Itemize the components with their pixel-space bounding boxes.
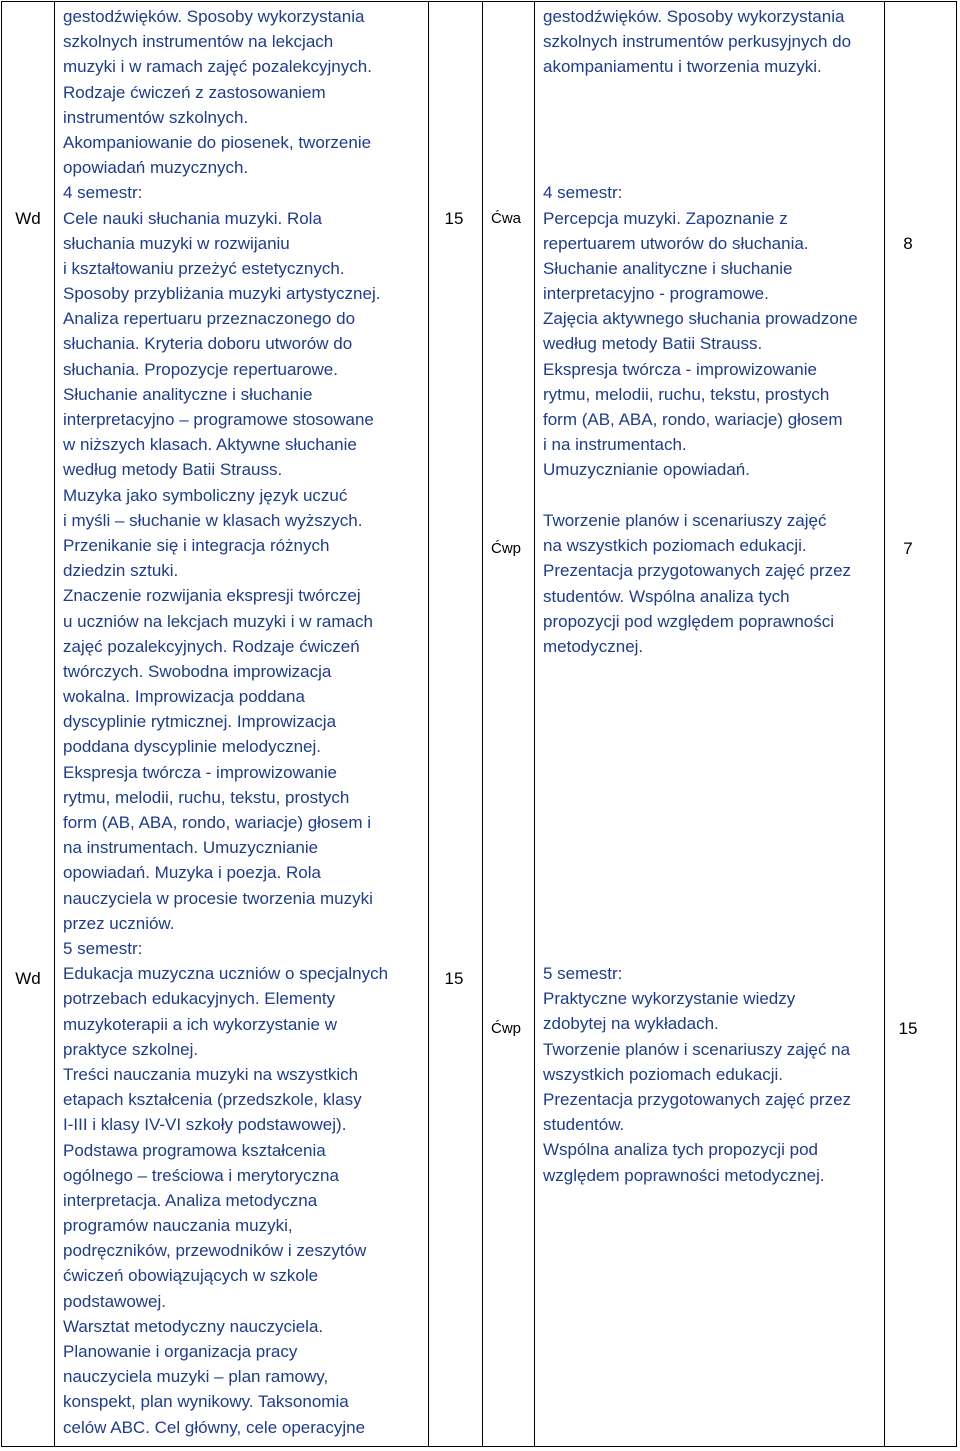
text-line: gestodźwięków. Sposoby wykorzystania bbox=[543, 7, 845, 26]
text-line: szkolnych instrumentów perkusyjnych do bbox=[543, 32, 852, 52]
form-type-cell: Wd bbox=[15, 209, 41, 228]
text-line: wszystkich poziomach edukacji. bbox=[543, 1064, 783, 1084]
text-line: słuchania. Propozycje repertuarowe. bbox=[63, 359, 338, 379]
text-line: u uczniów na lekcjach muzyki i w ramach bbox=[63, 611, 373, 631]
text-line: dyscyplinie rytmicznej. Improwizacja bbox=[63, 712, 337, 732]
text-line: 5 semestr: bbox=[543, 964, 623, 983]
text-line: szkolnych instrumentów na lekcjach bbox=[63, 32, 334, 52]
text-line: dziedzin sztuki. bbox=[63, 561, 179, 581]
text-line: według metody Batii Strauss. bbox=[543, 334, 763, 354]
text-line: zajęć pozalekcyjnych. Rodzaje ćwiczeń bbox=[63, 636, 360, 656]
hours-cell: 15 bbox=[444, 969, 464, 988]
text-line: słuchania. Kryteria doboru utworów do bbox=[63, 334, 353, 354]
text-line: studentów. bbox=[543, 1115, 625, 1135]
text-line: Praktyczne wykorzystanie wiedzy bbox=[543, 989, 796, 1009]
text-line: etapach kształcenia (przedszkole, klasy bbox=[63, 1090, 362, 1110]
text-line: Muzyka jako symboliczny język uczuć bbox=[63, 485, 348, 505]
text-line: Sposoby przybliżania muzyki artystycznej. bbox=[63, 284, 381, 304]
text-line: I-III i klasy IV-VI szkoły podstawowej). bbox=[63, 1115, 347, 1135]
text-line: konspekt, plan wynikowy. Taksonomia bbox=[63, 1392, 349, 1412]
exercise-hours-cell: 15 bbox=[898, 1019, 918, 1038]
text-line: na instrumentach. Umuzycznianie bbox=[63, 838, 319, 858]
text-line: nauczyciela muzyki – plan ramowy, bbox=[63, 1367, 329, 1387]
text-line: na wszystkich poziomach edukacji. bbox=[543, 536, 807, 556]
text-line: Słuchanie analityczne i słuchanie bbox=[63, 384, 313, 404]
text-line: repertuarem utworów do słuchania. bbox=[543, 233, 809, 253]
text-line: celów ABC. Cel główny, cele operacyjne bbox=[63, 1417, 366, 1437]
text-line: poddana dyscyplinie melodycznej. bbox=[63, 737, 321, 757]
text-line: Percepcja muzyki. Zapoznanie z bbox=[543, 208, 788, 228]
text-line: interpretacyjno - programowe. bbox=[543, 284, 769, 304]
text-line: podstawowej. bbox=[63, 1291, 167, 1311]
text-line: akompaniamentu i tworzenia muzyki. bbox=[543, 57, 822, 77]
exercise-type-cell: Ćwp bbox=[490, 1020, 521, 1037]
text-line: opowiadań muzycznych. bbox=[63, 158, 249, 178]
text-line: muzykoterapii a ich wykorzystanie w bbox=[63, 1014, 337, 1034]
text-line: i myśli – słuchanie w klasach wyższych. bbox=[63, 510, 363, 530]
text-line: nauczyciela w procesie tworzenia muzyki bbox=[63, 888, 373, 908]
text-line: muzyki i w ramach zajęć pozalekcyjnych. bbox=[63, 57, 372, 77]
text-line: rytmu, melodii, ruchu, tekstu, prostych bbox=[543, 384, 830, 404]
text-line: względem poprawności metodycznej. bbox=[543, 1165, 825, 1185]
column-divider bbox=[54, 2, 55, 1446]
text-line: Planowanie i organizacja pracy bbox=[63, 1342, 298, 1361]
exercise-description bbox=[543, 961, 851, 1188]
text-line: gestodźwięków. Sposoby wykorzystania bbox=[63, 7, 365, 26]
text-line: Prezentacja przygotowanych zajęć przez bbox=[543, 561, 852, 581]
text-line: Zajęcia aktywnego słuchania prowadzone bbox=[543, 309, 858, 329]
text-line: Treści nauczania muzyki na wszystkich bbox=[63, 1064, 359, 1084]
text-line: 5 semestr: bbox=[63, 939, 143, 958]
text-line: programów nauczania muzyki, bbox=[63, 1216, 293, 1236]
hours-cell: 15 bbox=[444, 209, 464, 228]
text-line: Rodzaje ćwiczeń z zastosowaniem bbox=[63, 82, 326, 102]
text-line: Tworzenie planów i scenariuszy zajęć na bbox=[543, 1039, 851, 1059]
exercise-type-cell: Ćwp bbox=[490, 540, 521, 557]
text-line: studentów. Wspólna analiza tych bbox=[543, 586, 790, 606]
text-line: Warsztat metodyczny nauczyciela. bbox=[63, 1316, 324, 1336]
text-line bbox=[543, 155, 858, 180]
text-line: słuchania muzyki w rozwijaniu bbox=[63, 233, 290, 253]
text-line: potrzebach edukacyjnych. Elementy bbox=[63, 989, 336, 1009]
text-line: propozycji pod względem poprawności bbox=[543, 611, 835, 631]
exercise-description bbox=[543, 508, 851, 659]
text-line: metodycznej. bbox=[543, 636, 644, 656]
text-line: w niższych klasach. Aktywne słuchanie bbox=[63, 435, 357, 455]
text-line: ćwiczeń obowiązujących w szkole bbox=[63, 1266, 319, 1286]
text-line: według metody Batii Strauss. bbox=[63, 460, 283, 480]
text-line: Znaczenie rozwijania ekspresji twórczej bbox=[63, 586, 361, 606]
text-line: instrumentów szkolnych. bbox=[63, 107, 249, 127]
text-line bbox=[543, 80, 858, 105]
lecture-topics bbox=[63, 4, 380, 936]
text-line bbox=[543, 130, 858, 155]
text-line: Ekspresja twórcza - improwizowanie bbox=[543, 359, 817, 379]
exercise-type-cell: Ćwa bbox=[490, 210, 521, 227]
text-line: twórczych. Swobodna improwizacja bbox=[63, 661, 332, 681]
exercise-description bbox=[543, 4, 858, 483]
text-line: form (AB, ABA, rondo, wariacje) głosem i bbox=[63, 813, 372, 832]
text-line: form (AB, ABA, rondo, wariacje) głosem bbox=[543, 410, 843, 429]
text-line: 4 semestr: bbox=[63, 183, 143, 203]
text-line: przez uczniów. bbox=[63, 913, 175, 933]
text-line: zdobytej na wykładach. bbox=[543, 1014, 719, 1034]
text-line: ogólnego – treściowa i merytoryczna bbox=[63, 1165, 339, 1185]
text-line: rytmu, melodii, ruchu, tekstu, prostych bbox=[63, 787, 350, 807]
form-type-cell: Wd bbox=[15, 969, 41, 988]
text-line: Analiza repertuaru przeznaczonego do bbox=[63, 309, 356, 329]
text-line: interpretacyjno – programowe stosowane bbox=[63, 410, 374, 429]
text-line: Akompaniowanie do piosenek, tworzenie bbox=[63, 132, 372, 152]
text-line: Wspólna analiza tych propozycji pod bbox=[543, 1140, 818, 1160]
text-line: 4 semestr: bbox=[543, 183, 623, 203]
text-line: praktyce szkolnej. bbox=[63, 1039, 199, 1059]
text-line: Ekspresja twórcza - improwizowanie bbox=[63, 762, 337, 782]
text-line: Podstawa programowa kształcenia bbox=[63, 1140, 326, 1160]
text-line: Umuzycznianie opowiadań. bbox=[543, 460, 750, 480]
text-line bbox=[543, 105, 858, 130]
text-line: interpretacja. Analiza metodyczna bbox=[63, 1190, 318, 1210]
text-line: i na instrumentach. bbox=[543, 435, 687, 455]
text-line: Cele nauki słuchania muzyki. Rola bbox=[63, 208, 322, 228]
text-line: Słuchanie analityczne i słuchanie bbox=[543, 258, 793, 278]
text-line: podręczników, przewodników i zeszytów bbox=[63, 1241, 367, 1261]
column-divider bbox=[534, 2, 535, 1446]
text-line: wokalna. Improwizacja poddana bbox=[63, 687, 305, 707]
exercise-hours-cell: 7 bbox=[903, 539, 913, 558]
exercise-hours-cell: 8 bbox=[903, 234, 913, 253]
text-line: Tworzenie planów i scenariuszy zajęć bbox=[543, 511, 827, 530]
text-line: Prezentacja przygotowanych zajęć przez bbox=[543, 1089, 852, 1109]
column-divider bbox=[884, 2, 885, 1446]
text-line: opowiadań. Muzyka i poezja. Rola bbox=[63, 863, 321, 883]
text-line: Przenikanie się i integracja różnych bbox=[63, 535, 330, 555]
lecture-topics bbox=[63, 936, 388, 1440]
text-line: i kształtowaniu przeżyć estetycznych. bbox=[63, 258, 345, 278]
text-line: Edukacja muzyczna uczniów o specjalnych bbox=[63, 964, 389, 984]
